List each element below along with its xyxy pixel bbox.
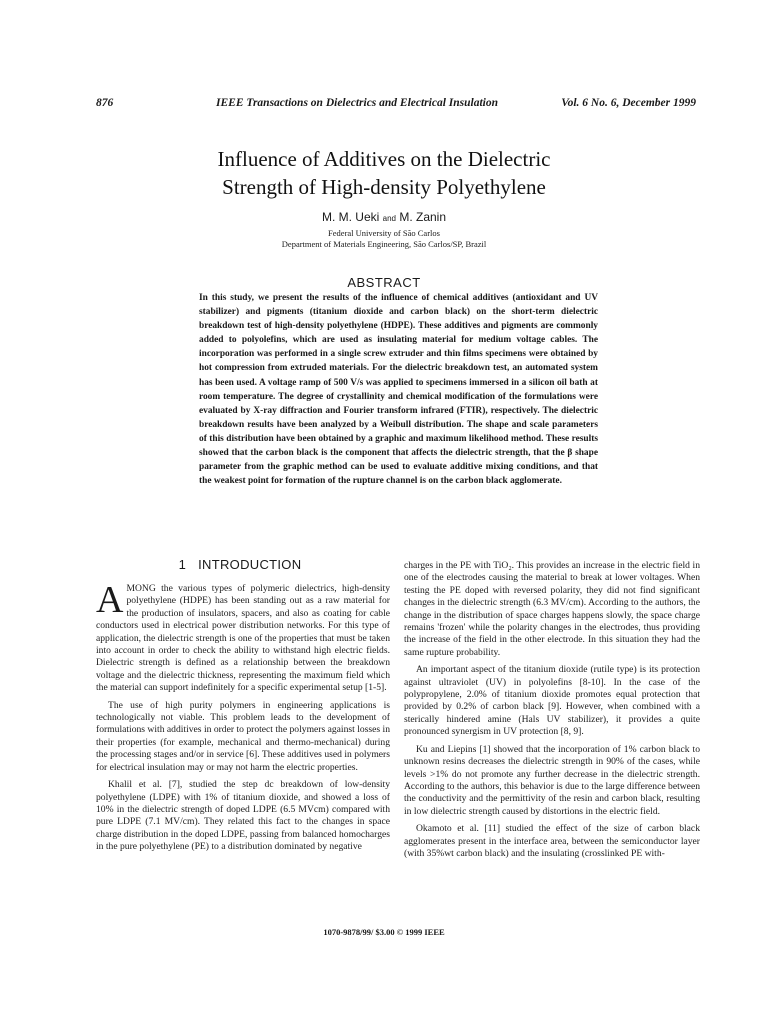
paragraph: Okamoto et al. [11] studied the effect of the size of carbon black agglomerates present in the interface area, between the semiconductor layer (with 35%wt carbon black) and the insulating (crosslinked PE with- [404,823,700,859]
paper-title [0,145,768,201]
right-column [404,560,700,865]
paragraph: An important aspect of the titanium dioxide (rutile type) is its protection against ultraviolet (UV) in polyolefins [8-10]. In the case of the polypropylene, 2.0% of titanium dioxide promotes equal protection that provided by 0.2% of carbon black [9]. However, when combined with a sterically hindered amine (Hals UV stabilizer), it provides a quite pronounced synergism in UV protection [8, 9]. [404,664,700,738]
paragraph: charges in the PE with TiO₂. This provides an increase in the electric field in one of the electrodes causing the material to break at lower voltages. When testing the PE doped with reversed polarity, they did not find significant changes in the dielectric strength (6.3 MV/cm). According to the authors, the change in the distribution of space charges happens slowly, the space charge remains 'frozen' while the polarity changes in the electrodes, thus providing the increase of the field in the other electrode. In this situation they had the same rupture probability. [404,560,700,658]
page-number: 876 [96,97,114,109]
paragraph: The use of high purity polymers in engineering applications is technologically not viable. This problem leads to the development of formulations with additives in order to protect the polymers against losses in their properties (for example, mechanical and thermo-mechanical) during the processing stages and/or in service [6]. These additives used in polymers for electrical insulation may or may not harm the electric properties. [96,699,390,773]
running-header [96,97,696,115]
author-1: M. M. Ueki [321,210,380,224]
section-number: 1 [178,557,187,572]
paragraph: Khalil et al. [7], studied the step dc breakdown of low-density polyethylene (LDPE) with 1% of titanium dioxide, and showed a loss of 10% in the dielectric strength of doped LDPE (6.5 MVcm) compared with pure LDPE (7.1 MV/cm). They related this fact to the changes in space charge distribution in the doped LDPE, passing from balanced homocharges in the pure polyethylene (PE) to a distribution dominated by negative [96,779,390,853]
paragraph: Ku and Liepins [1] showed that the incorporation of 1% carbon black to unknown resins decreases the dielectric strength in 90% of the cases, while levels >1% do not promote any further decrease in the dielectric strength. According to the authors, this behavior is due to the large difference between the conductivity and the permittivity of the resin and carbon black, resulting in low dielectric strength caused by distortions in the electric field. [404,743,700,817]
paragraph [96,579,390,695]
left-column [96,579,390,859]
paragraph-text: MONG the various types of polymeric dielectrics, high-density polyethylene (HDPE) has been standing out as a raw material for the production of insulators, spacers, and also as coating for cable conductors used in electrical power distribution networks. For this type of application, the dielectric strength is one of the properties that must be taken into account in order to check the ability to withstand high electric fields. Dielectric strength is defined as a relationship between the breakdown voltage and the dielectric thickness, representing the maximum field which the material can support indefinitely for a specific experimental setup [1-5]. [96,583,390,694]
title-line-2: Strength of High-density Polyethylene [222,175,546,199]
abstract-heading: ABSTRACT [347,275,421,290]
volume-info: Vol. 6 No. 6, December 1999 [561,97,696,109]
author-conjunction: and [382,214,396,223]
affiliation-line-2: Department of Materials Engineering, São Carlos/SP, Brazil [281,239,487,249]
title-line-1: Influence of Additives on the Dielectric [217,147,551,171]
abstract-body: In this study, we present the results of the influence of chemical additives (antioxidant and UV stabilizer) and pigments (titanium dioxide and carbon black) on the short-term dielectric breakdown test of high-density polyethylene (HDPE). These additives and pigments are commonly added to polyolefins, which are used as insulating material for medium voltage cables. The incorporation was performed in a single screw extruder and thin films specimens were obtained by hot compression from extruded materials. For the dielectric breakdown test, an automated system has been used. A voltage ramp of 500 V/s was applied to specimens immersed in a silicon oil bath at room temperature. The degree of crystallinity and chemical modification of the formulations were evaluated by X-ray diffraction and Fourier transform infrared (FTIR), respectively. The dielectric breakdown results have been analyzed by a Weibull distribution. The shape and scale parameters of this distribution have been obtained by a graphic and maximum likelihood method. These results showed that the carbon black is the component that affects the dielectric strength, that the β shape parameter from the graphic method can be used to evaluate additive mixing conditions, and that the weakest point for formation of the rupture channel is on the carbon black agglomerate. [199,293,598,487]
author-list [0,210,768,224]
section-heading [96,557,384,572]
author-2: M. Zanin [399,210,447,224]
copyright-footer: 1070-9878/99/ $3.00 © 1999 IEEE [323,927,445,937]
section-title: INTRODUCTION [198,557,302,572]
drop-cap: A [96,579,124,621]
affiliation-line-1: Federal University of São Carlos [328,228,440,238]
affiliation [0,228,768,250]
journal-name: IEEE Transactions on Dielectrics and Electrical Insulation [216,97,499,109]
